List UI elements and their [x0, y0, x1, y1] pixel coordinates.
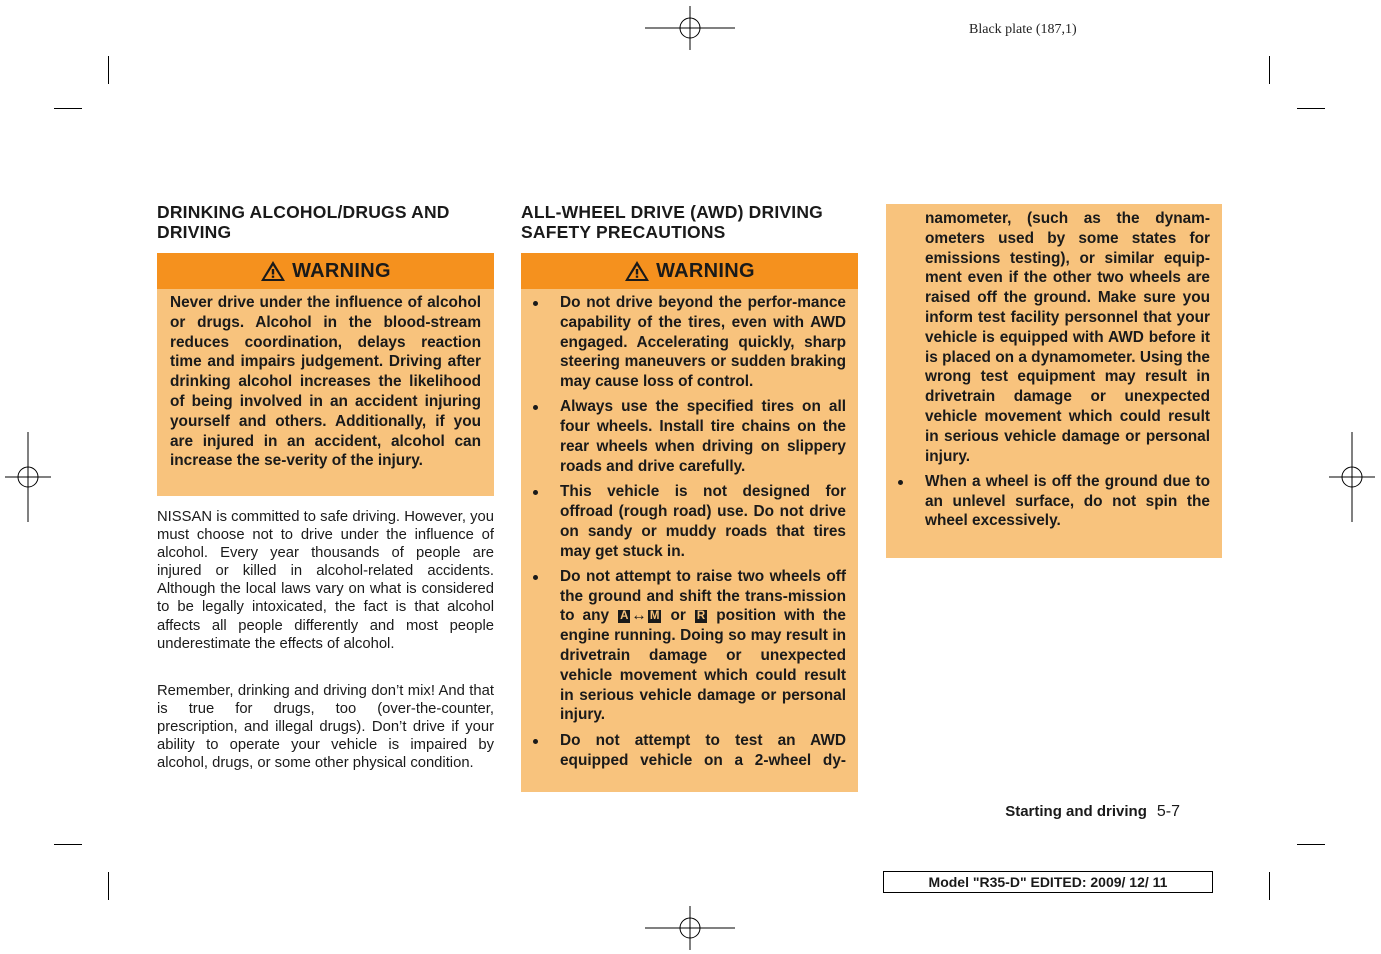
plate-label: Black plate (187,1) [969, 22, 1077, 37]
shift-key-r: R [696, 610, 706, 623]
warning-body [521, 289, 858, 792]
bullet-item [521, 567, 846, 725]
warning-header [521, 253, 858, 289]
bullet-item: Do not attempt to test an AWD equipped vehicle on a 2-wheel dy- [521, 731, 846, 771]
bullet-item: This vehicle is not designed for offroad (rough road) use. Do not drive on sandy or muddy roads that tires may get stuck in. [521, 482, 846, 561]
registration-mark-top [645, 6, 735, 50]
warning-header [157, 253, 494, 289]
footer-section [1005, 803, 1180, 821]
warning-triangle-icon [260, 260, 286, 282]
section-title-awd: ALL-WHEEL DRIVE (AWD) DRIVING SAFETY PRECAUTIONS [521, 202, 823, 242]
arrow-icon: ↔ [631, 607, 647, 625]
bullet-text: position with the engine running. Doing so may result in drivetrain damage or unexpected vehicle movement which could result in serious vehicle damage or personal injury. [560, 607, 846, 724]
model-edit-box: Model "R35-D" EDITED: 2009/ 12/ 11 [883, 871, 1213, 893]
warning-label: WARNING [292, 259, 391, 282]
warning-body [157, 289, 494, 496]
warning-continuation-text: namometer, (such as the dynam-ometers used by some states for emissions testing), or similar equip-ment even if the other two wheels are raised off the ground. Make sure you inform test facility personnel that your vehicle is equipped with AWD before it is placed on a dynamometer. Using the wrong test equipment may result in drivetrain damage or unexpected vehicle movement which could result in serious vehicle damage or personal injury. [925, 210, 1210, 465]
warning-body-continued [886, 204, 1222, 558]
bullet-text: or [670, 607, 686, 625]
page-number: 5-7 [1156, 803, 1180, 820]
registration-mark-left [5, 432, 51, 522]
body-paragraph: Remember, drinking and driving don’t mix! And that is true for drugs, too (over-the-counter, prescription, and illegal drugs). Don’t drive if your ability to operate your vehicle is impaired by alcohol, drugs, or some other physical condition. [157, 683, 494, 772]
warning-label: WARNING [656, 259, 755, 282]
warning-text: Never drive under the influence of alcohol or drugs. Alcohol in the blood-stream reduces coordination, delays reaction time and impairs judgement. Driving after drinking alcohol increases the likelihood of being involved in an accident injuring yourself and others. Additionally, if you are injured in an accident, alcohol can increase the se-verity of the injury. [170, 294, 481, 470]
registration-mark-right [1329, 432, 1375, 522]
shift-key-m: M [649, 610, 660, 623]
bullet-item: Always use the specified tires on all four wheels. Install tire chains on the rear wheels when driving on slippery roads and drive carefully. [521, 397, 846, 476]
bullet-text: Do not attempt to raise two wheels off the ground and shift the trans-mission to any [560, 567, 846, 625]
bullet-item: When a wheel is off the ground due to an unlevel surface, do not spin the wheel excessively. [886, 472, 1210, 531]
bullet-item: Do not drive beyond the perfor-mance capability of the tires, even with AWD engaged. Accelerating quickly, sharp steering maneuvers or sudden braking may cause loss of control. [521, 293, 846, 392]
registration-mark-bottom [645, 906, 735, 950]
section-title-alcohol: DRINKING ALCOHOL/DRUGS AND DRIVING [157, 202, 450, 242]
warning-triangle-icon [624, 260, 650, 282]
section-name: Starting and driving [1005, 803, 1147, 820]
body-paragraph: NISSAN is committed to safe driving. However, you must choose not to drive under the influence of alcohol. Every year thousands of people are injured or killed in alcohol-related accidents. Although the local laws vary on what is considered to be legally intoxicated, the fact is that alcohol affects all people differently and most people underestimate the effects of alcohol. [157, 509, 494, 652]
shift-key-a: A [620, 610, 629, 623]
